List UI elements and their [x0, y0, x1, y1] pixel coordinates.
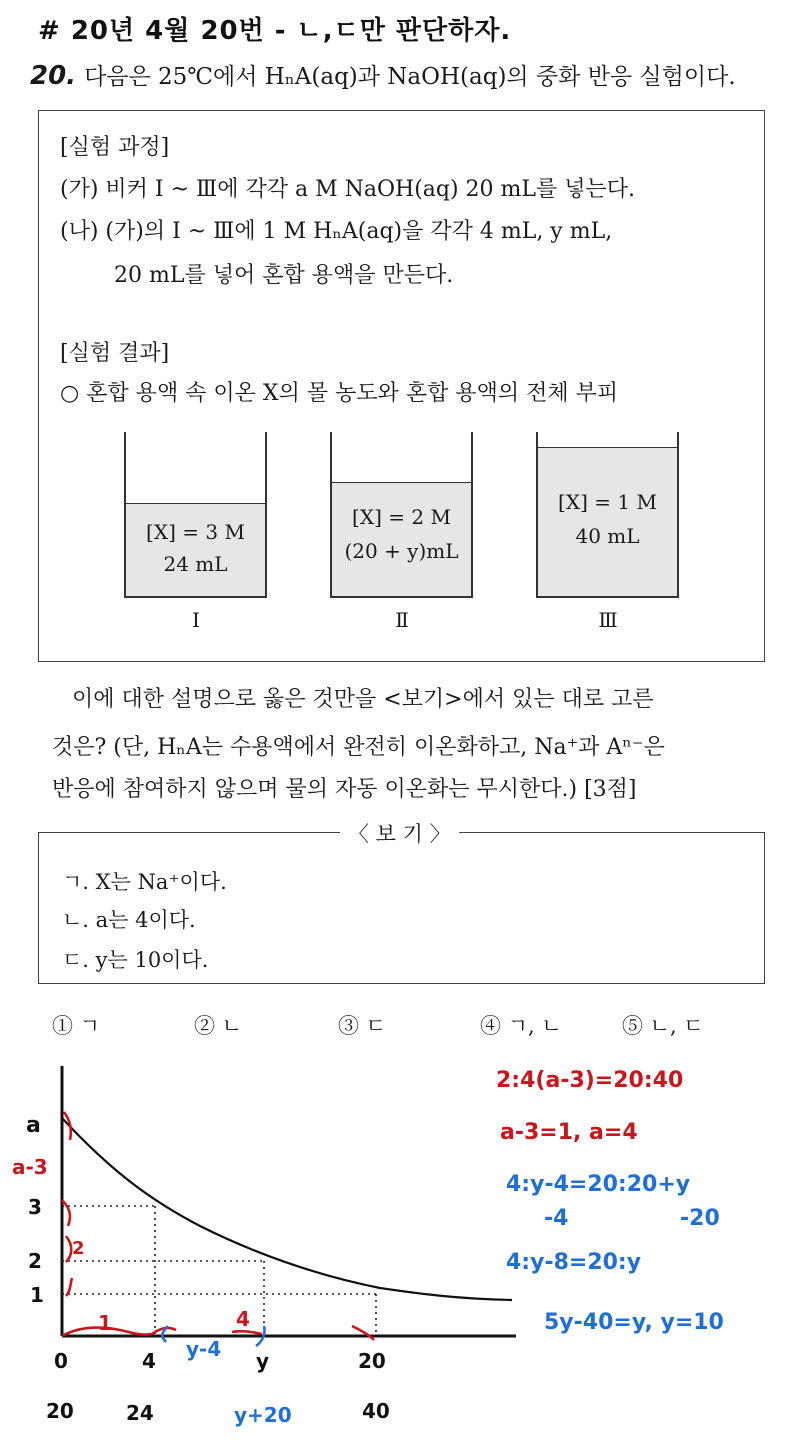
beaker-2-liquid: [332, 482, 471, 596]
beaker-2-label: Ⅱ: [395, 608, 409, 632]
graph-xlabel-20: 20: [358, 1349, 386, 1373]
graph-ylabel-a: a: [26, 1113, 41, 1138]
work-red-eq-1: 2:4(a-3)=20:40: [496, 1068, 684, 1093]
work-blue-eq-2: 4:y-8=20:y: [506, 1250, 642, 1275]
beaker-1-volume: 24 mL: [163, 552, 228, 576]
instruction-line-3: 반응에 참여하지 않으며 물의 자동 이온화는 무시한다.) [3점]: [52, 777, 637, 802]
beaker-2: [330, 432, 473, 598]
graph-ylabel-2: 2: [28, 1249, 42, 1273]
work-blue-sub-1: -4: [544, 1206, 569, 1231]
beaker-3: [536, 432, 679, 598]
procedure-heading: [실험 과정]: [60, 135, 170, 160]
graph-seg-red-4: 4: [236, 1307, 250, 1331]
question-stem: 다음은 25℃에서 HₙA(aq)과 NaOH(aq)의 중화 반응 실험이다.: [84, 64, 736, 90]
choice-4[interactable]: ④ ㄱ, ㄴ: [480, 1014, 562, 1038]
graph-curve: [62, 1118, 512, 1300]
result-heading: [실험 결과]: [60, 341, 170, 366]
work-blue-eq-3: 5y-40=y, y=10: [544, 1310, 724, 1335]
beaker-3-conc: [X] = 1 M: [558, 490, 657, 514]
beaker-3-label: Ⅲ: [598, 608, 618, 632]
graph-ylabel-3: 3: [28, 1195, 42, 1219]
graph-ylabel-a-3: a-3: [12, 1155, 48, 1179]
beaker-2-volume: (20 + y)mL: [344, 539, 459, 563]
graph-xlabel-0: 0: [54, 1349, 68, 1373]
beaker-3-liquid: [538, 447, 677, 596]
graph-xlabel2-40: 40: [362, 1399, 390, 1423]
handwritten-graph: [0, 1050, 793, 1440]
beaker-1: [124, 432, 267, 598]
graph-red-marks: [62, 1112, 374, 1340]
graph-seg-blue-y-4: y-4: [186, 1337, 222, 1361]
bogi-item-3: ㄷ. y는 10이다.: [62, 948, 209, 972]
choice-1[interactable]: ① ㄱ: [52, 1014, 100, 1038]
procedure-step-b2: 20 mL를 넣어 혼합 용액을 만든다.: [114, 263, 454, 288]
beaker-1-conc: [X] = 3 M: [146, 520, 245, 544]
graph-xlabel2-20: 20: [46, 1399, 74, 1423]
graph-ylabel-1: 1: [30, 1283, 44, 1307]
graph-xlabel-4: 4: [142, 1349, 156, 1373]
work-blue-sub-2: -20: [680, 1206, 720, 1231]
question-number: 20.: [30, 61, 77, 91]
procedure-step-b1: (나) (가)의 Ⅰ ~ Ⅲ에 1 M HₙA(aq)을 각각 4 mL, y mL,: [60, 219, 613, 244]
graph-seg-red-2: 2: [72, 1238, 85, 1259]
procedure-step-a: (가) 비커 Ⅰ ~ Ⅲ에 각각 a M NaOH(aq) 20 mL를 넣는다.: [60, 177, 636, 202]
bogi-title: 〈 보 기 〉: [340, 818, 459, 848]
beaker-1-liquid: [126, 503, 265, 596]
work-red-eq-2: a-3=1, a=4: [500, 1120, 638, 1145]
beaker-1-label: Ⅰ: [192, 608, 200, 632]
bogi-item-1: ㄱ. X는 Na⁺이다.: [62, 870, 227, 894]
work-blue-eq-1: 4:y-4=20:20+y: [506, 1172, 691, 1197]
bogi-item-2: ㄴ. a는 4이다.: [62, 908, 196, 932]
result-bullet: ○ 혼합 용액 속 이온 X의 몰 농도와 혼합 용액의 전체 부피: [60, 381, 619, 406]
beaker-3-volume: 40 mL: [575, 524, 640, 548]
beaker-2-conc: [X] = 2 M: [352, 505, 451, 529]
graph-xlabel2-24: 24: [126, 1401, 154, 1425]
choice-2[interactable]: ② ㄴ: [194, 1014, 242, 1038]
choice-3[interactable]: ③ ㄷ: [338, 1014, 386, 1038]
instruction-line-1: 이에 대한 설명으로 옳은 것만을 <보기>에서 있는 대로 고른: [72, 687, 654, 712]
graph-xlabel2-y+20: y+20: [234, 1403, 292, 1427]
question-stem-line: [30, 58, 736, 91]
graph-xlabel-y: y: [256, 1349, 270, 1373]
instruction-line-2: 것은? (단, HₙA는 수용액에서 완전히 이온화하고, Na⁺과 Aⁿ⁻은: [52, 735, 665, 760]
note-title: # 20년 4월 20번 - ㄴ,ㄷ만 판단하자.: [38, 16, 512, 46]
choice-5[interactable]: ⑤ ㄴ, ㄷ: [622, 1014, 704, 1038]
graph-seg-red-1: 1: [98, 1311, 112, 1335]
